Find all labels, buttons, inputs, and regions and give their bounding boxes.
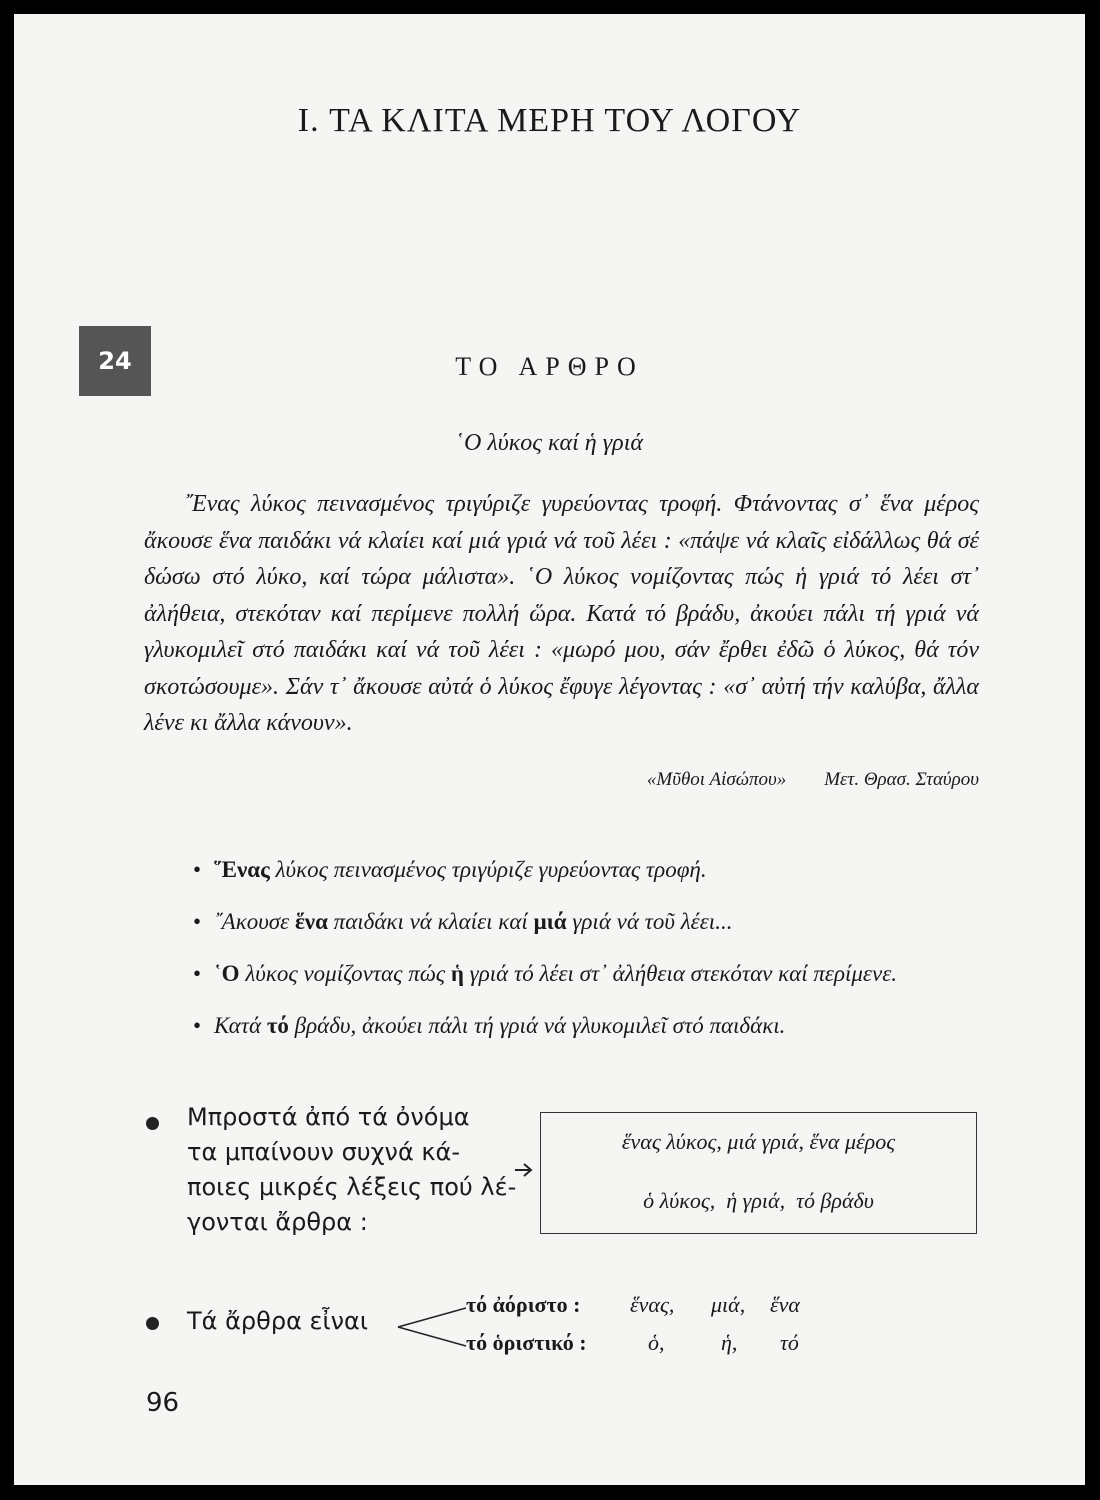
indefinite-form-2: μιά, [711,1292,746,1317]
list-item [193,956,994,992]
indefinite-article-row [466,1292,580,1318]
example-text: λύκος νομίζοντας πώς [239,961,451,986]
definite-form-3: τό [780,1330,799,1355]
example-text: γριά τό λέει στ᾽ ἀλήθεια στεκόταν καί περίμενε. [463,961,898,986]
lesson-badge: 24 [79,326,151,396]
rule-line: Μπροστά ἀπό τά ὀνόμα [187,1103,470,1131]
bullet-dot: • [193,909,202,934]
rule-line: τα μπαίνουν συχνά κά- [187,1138,461,1166]
examples-box [540,1112,977,1234]
indefinite-form-3: ἕνα [770,1292,800,1317]
bullet-icon [146,1317,159,1330]
box-indefinite-examples: ἕνας λύκος, μιά γριά, ἕνα μέρος [621,1129,896,1154]
story-paragraph: ῎Ενας λύκος πεινασμένος τριγύριζε γυρεύοντας τροφή. Φτάνοντας σ᾽ ἕνα μέρος ἄκουσε ἕνα παιδάκι νά κλαίει καί μιά γριά νά τοῦ λέει : «πάψε νά κλαῖς εἰδάλλως θά σέ δώσω στό λύκο, καί τώρα μάλιστα». ῾Ο λύκος νομίζοντας πώς ἡ γριά τό λέει στ᾽ ἀλήθεια, στεκόταν καί περίμενε πολλή ὥρα. Κατά τό βράδυ, ἀκούει πάλι τή γριά νά γλυκομιλεῖ στό παιδάκι καί νά τοῦ λέει : «μωρό μου, σάν ἔρθει ἐδῶ ὁ λύκος, θά τόν σκοτώσουμε». Σάν τ᾽ ἄκουσε αὐτά ὁ λύκος ἔφυγε λέγοντας : «σ᾽ αὐτή τήν καλύβα, ἄλλα λένε κι ἄλλα κάνουν». [144,491,979,736]
page-number: 96 [146,1388,180,1418]
example-text: παιδάκι νά κλαίει καί [327,909,534,934]
example-text: Κατά [214,1013,267,1038]
highlighted-article: ἡ [450,961,464,986]
bullet-dot: • [193,857,202,882]
story-title: ῾Ο λύκος καί ἡ γριά [456,430,643,456]
example-list [193,852,994,1060]
bullet-dot: • [193,1013,202,1038]
list-item [193,904,994,940]
rule-line: γονται ἄρθρα : [187,1208,368,1236]
definite-form-2: ἡ, [721,1330,738,1355]
bullet-dot: • [193,961,202,986]
indefinite-form-1: ἕνας, [630,1292,675,1317]
chapter-title: I. ΤΑ ΚΛΙΤΑ ΜΕΡΗ ΤΟΥ ΛΟΓΟΥ [297,102,802,139]
highlighted-article: ῾Ο [214,961,240,986]
branch-bracket-icon [396,1304,468,1355]
definite-article-row [466,1330,587,1356]
source-translator: Μετ. Θρασ. Σταύρου [824,769,979,790]
definite-label: τό ὁριστικό : [466,1330,587,1355]
list-item [193,852,994,888]
story-text [144,486,979,742]
rule-line: ποιες μικρές λέξεις πού λέ- [187,1173,517,1201]
list-item [193,1008,994,1044]
indefinite-label: τό ἀόριστο : [466,1292,581,1317]
source-title: «Μῦθοι Αἰσώπου» [646,769,787,790]
highlighted-article: τό [266,1013,289,1038]
highlighted-article: ἕνα [294,909,328,934]
rule-text [187,1100,517,1240]
section-title: ΤΟ ΑΡΘΡΟ [455,352,644,381]
example-text: βράδυ, ἀκούει πάλι τή γριά νά γλυκομιλεῖ στό παιδάκι. [288,1013,786,1038]
highlighted-article: ῞Ενας [214,857,270,882]
example-text: λύκος πεινασμένος τριγύριζε γυρεύοντας τροφή. [269,857,707,882]
definite-form-1: ὁ, [648,1330,665,1355]
story-source [647,769,979,791]
articles-intro: Τά ἄρθρα εἶναι [187,1307,368,1335]
highlighted-article: μιά [533,909,567,934]
example-text: ῎Ακουσε [214,909,295,934]
arrow-right-icon [514,1158,534,1184]
box-definite-examples: ὁ λύκος, ἡ γριά, τό βράδυ [643,1188,874,1213]
book-page [14,14,1085,1485]
example-text: γριά νά τοῦ λέει... [566,909,733,934]
bullet-icon [146,1117,159,1130]
